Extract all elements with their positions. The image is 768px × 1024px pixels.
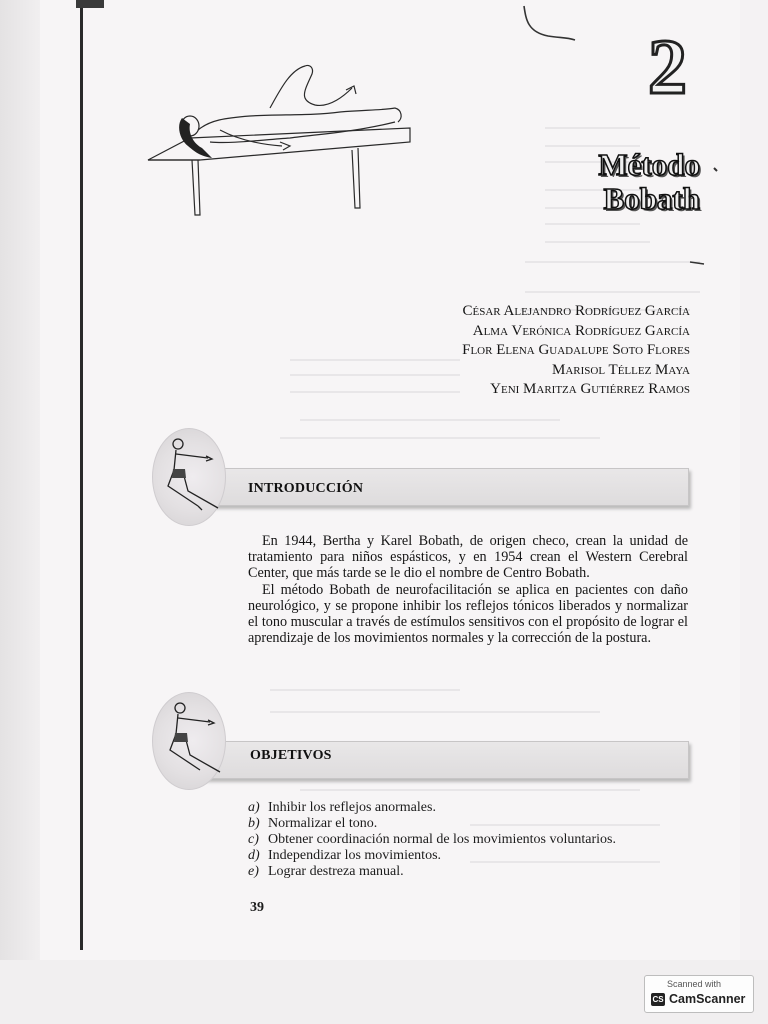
list-item: d) Independizar los movimientos.	[248, 848, 442, 863]
chapter-title-line-1: Método	[598, 147, 700, 182]
objectives-section-title: OBJETIVOS	[250, 748, 332, 763]
author-name: Alma Verónica Rodríguez García	[472, 322, 690, 339]
kneeling-figure-icon	[160, 700, 230, 780]
author-name: Flor Elena Guadalupe Soto Flores	[462, 342, 690, 359]
intro-paragraph: En 1944, Bertha y Karel Bobath, de origen checo, crean la unidad de tratamiento para niños espásticos, y en 1954 crean el Western Cerebral Center, que más tarde se le dio el nombre de Centro Bobath.	[248, 533, 688, 582]
camscanner-watermark	[644, 975, 754, 1013]
intro-body	[248, 533, 688, 646]
watermark-caption: Scanned with	[667, 979, 722, 989]
camscanner-logo-icon: CS	[652, 995, 664, 1004]
author-name: Marisol Téllez Maya	[552, 361, 690, 378]
chapter-number: 2	[648, 23, 687, 110]
objectives-list	[248, 800, 688, 880]
intro-paragraph: El método Bobath de neurofacilitación se aplica en pacientes con daño neurológico, y se propone inhibir los reflejos tónicos liberados y normalizar el tono muscular a través de estímulos sensitivos con el propósito de lograr el aprendizaje de los movimientos normales y la corrección de la postura.	[248, 581, 688, 647]
list-item: b) Normalizar el tono.	[248, 816, 378, 831]
list-item: a) Inhibir los reflejos anormales.	[248, 800, 436, 815]
author-name: Yeni Maritza Gutiérrez Ramos	[490, 381, 690, 398]
author-list	[462, 302, 690, 400]
chapter-title	[580, 148, 700, 216]
page-number: 39	[250, 900, 264, 915]
author-name: César Alejandro Rodríguez García	[462, 303, 690, 319]
intro-section-title: INTRODUCCIÓN	[248, 481, 364, 496]
list-item: c) Obtener coordinación normal de los movimientos voluntarios.	[248, 832, 616, 847]
kneeling-figure-icon	[158, 436, 228, 516]
patient-on-table-illustration	[140, 60, 420, 220]
chapter-title-line-2: Bobath	[603, 181, 700, 216]
watermark-brand: CamScanner	[669, 992, 746, 1006]
list-item: e) Lograr destreza manual.	[248, 864, 404, 879]
